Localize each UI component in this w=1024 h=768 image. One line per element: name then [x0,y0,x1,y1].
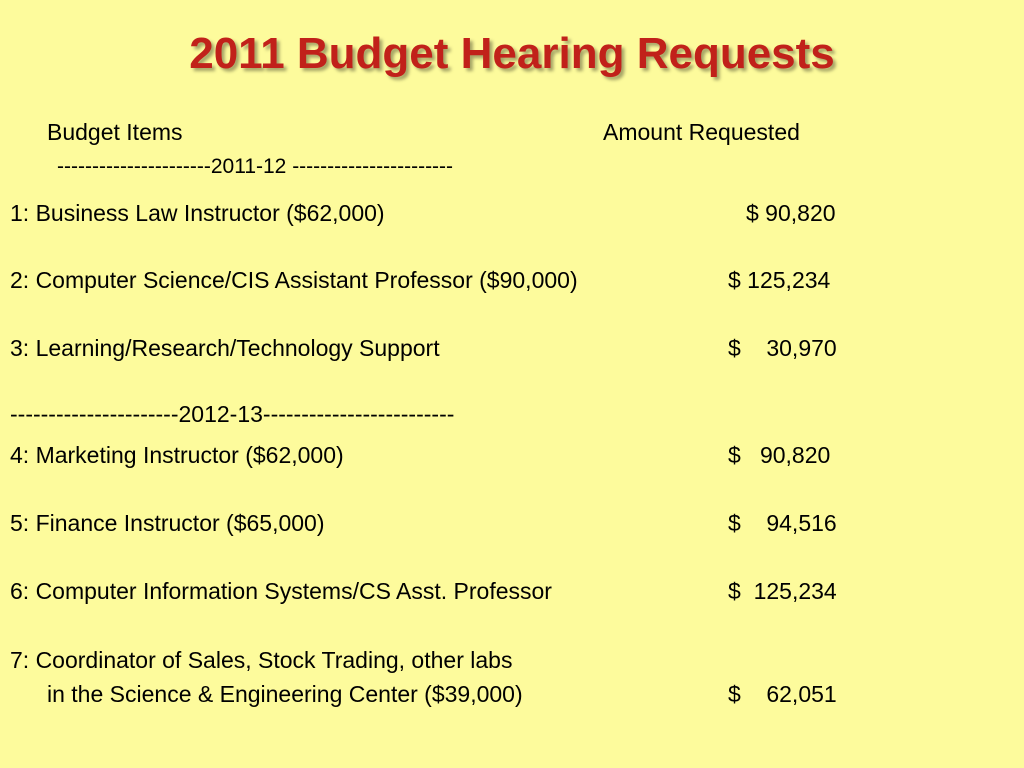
section-divider-2012-13: ----------------------2012-13------------------------- [10,401,455,427]
item-7-label-line2: in the Science & Engineering Center ($39,000) [47,681,523,707]
page-title: 2011 Budget Hearing Requests [189,29,835,78]
item-4-amount: $ 90,820 [728,442,831,468]
item-5-amount: $ 94,516 [728,510,837,536]
item-3-amount: $ 30,970 [728,335,837,361]
item-2-amount: $ 125,234 [728,267,831,293]
header-amount-requested: Amount Requested [603,119,800,145]
item-6-label: 6: Computer Information Systems/CS Asst. Professor [10,578,552,604]
item-6-amount: $ 125,234 [728,578,837,604]
item-3-label: 3: Learning/Research/Technology Support [10,335,440,361]
item-5-label: 5: Finance Instructor ($65,000) [10,510,325,536]
section-divider-2011-12: ----------------------2011-12 ----------------------- [57,155,454,178]
item-7-amount: $ 62,051 [728,681,837,707]
item-1-amount: $ 90,820 [746,200,836,226]
item-2-label: 2: Computer Science/CIS Assistant Professor ($90,000) [10,267,578,293]
item-7-label: 7: Coordinator of Sales, Stock Trading, other labs [10,647,513,673]
item-1-label: 1: Business Law Instructor ($62,000) [10,200,385,226]
header-budget-items: Budget Items [47,119,183,145]
item-4-label: 4: Marketing Instructor ($62,000) [10,442,344,468]
